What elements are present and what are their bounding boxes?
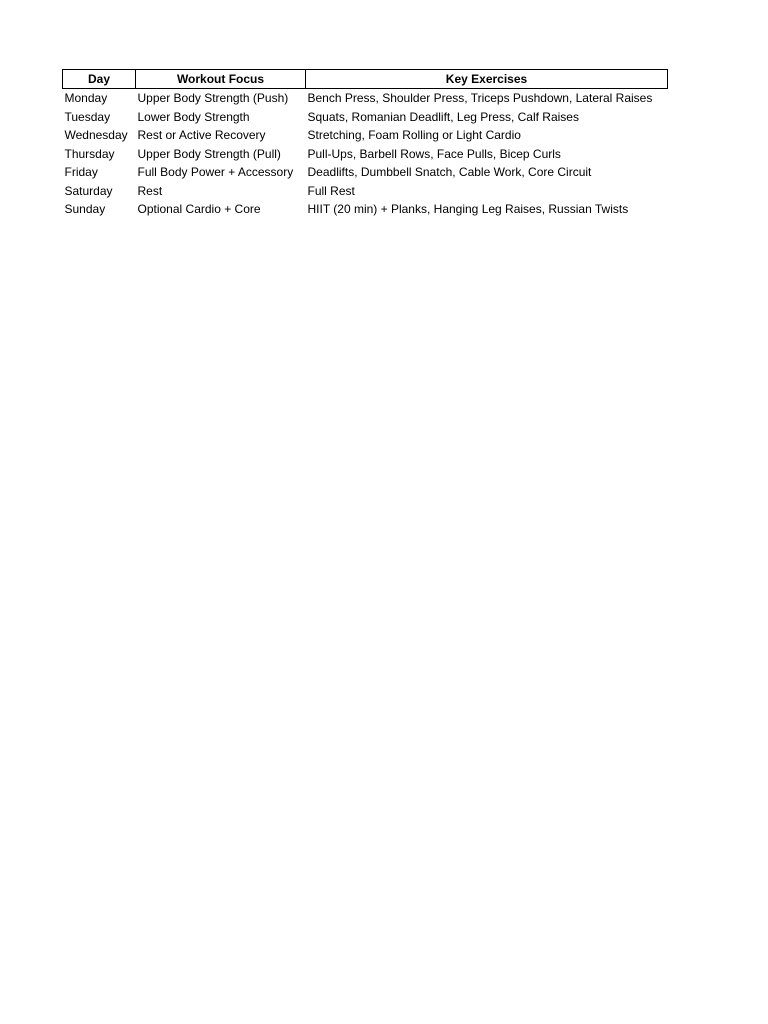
- cell-key-exercises: HIIT (20 min) + Planks, Hanging Leg Raises, Russian Twists: [307, 202, 629, 217]
- table-row: [63, 89, 668, 108]
- cell-key-exercises: Stretching, Foam Rolling or Light Cardio: [307, 128, 521, 143]
- cell-workout-focus: Rest or Active Recovery: [137, 128, 266, 143]
- cell-key-exercises: Deadlifts, Dumbbell Snatch, Cable Work, Core Circuit: [307, 165, 592, 180]
- cell-workout-focus: Upper Body Strength (Push): [137, 91, 289, 106]
- header-key-exercises: Key Exercises: [306, 70, 668, 89]
- cell-workout-focus: Optional Cardio + Core: [137, 202, 261, 217]
- cell-key-exercises: Pull-Ups, Barbell Rows, Face Pulls, Bicep Curls: [307, 146, 561, 161]
- cell-workout-focus: Rest: [137, 183, 163, 198]
- table-row: [63, 182, 668, 201]
- cell-day: Friday: [64, 165, 98, 180]
- table-header-row: [63, 70, 668, 89]
- table-row: [63, 145, 668, 164]
- cell-day: Monday: [64, 91, 108, 106]
- cell-key-exercises: Full Rest: [307, 183, 355, 198]
- workout-schedule-table: [62, 69, 668, 219]
- header-day: Day: [63, 70, 136, 89]
- cell-day: Saturday: [64, 183, 113, 198]
- table-row: [63, 108, 668, 127]
- cell-key-exercises: Squats, Romanian Deadlift, Leg Press, Calf Raises: [307, 109, 579, 124]
- cell-day: Tuesday: [64, 109, 111, 124]
- cell-workout-focus: Lower Body Strength: [137, 109, 250, 124]
- header-workout-focus: Workout Focus: [136, 70, 306, 89]
- table-row: [63, 200, 668, 219]
- cell-workout-focus: Upper Body Strength (Pull): [137, 146, 281, 161]
- cell-day: Sunday: [64, 202, 106, 217]
- workout-schedule-sheet: [62, 69, 668, 219]
- table-row: [63, 163, 668, 182]
- table-row: [63, 126, 668, 145]
- cell-workout-focus: Full Body Power + Accessory: [137, 165, 294, 180]
- cell-key-exercises: Bench Press, Shoulder Press, Triceps Pushdown, Lateral Raises: [307, 91, 653, 106]
- cell-day: Wednesday: [64, 128, 128, 143]
- cell-day: Thursday: [64, 146, 115, 161]
